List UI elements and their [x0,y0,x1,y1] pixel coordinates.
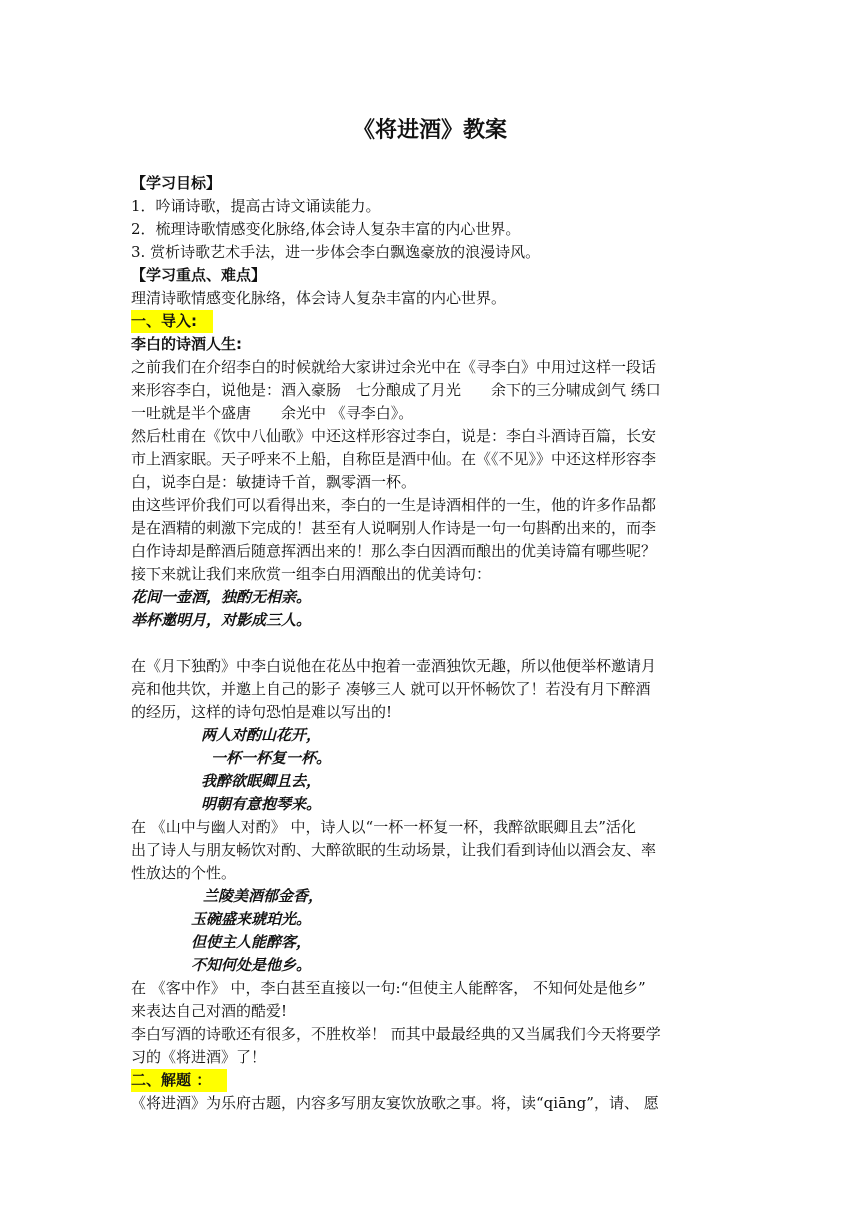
section2-text: 《将进酒》为乐府古题，内容多写朋友宴饮放歌之事。将，读“qiāng”，请、 愿 [131,1094,659,1112]
objective-item: 3. 赏析诗歌艺术手法，进一步体会李白飘逸豪放的浪漫诗风。 [131,243,541,261]
poem-line: 兰陵美酒郁金香， [203,887,324,905]
section1-subheading: 李白的诗酒人生: [131,335,242,353]
paragraph-line: 来形容李白，说他是：酒入豪肠 七分酿成了月光 余下的三分啸成剑气 绣口 [131,381,661,399]
paragraph-line: 由这些评价我们可以看得出来，李白的一生是诗酒相伴的一生，他的许多作品都 [131,496,657,514]
paragraph-line: 的经历，这样的诗句恐怕是难以写出的! [131,703,393,721]
poem-line: 一杯一杯复一杯。 [211,749,332,767]
paragraph-line: 之前我们在介绍李白的时候就给大家讲过余光中在《寻李白》中用过这样一段话 [131,358,657,376]
paragraph-line: 在《月下独酌》中李白说他在花丛中抱着一壶酒独饮无趣，所以他便举杯邀请月 [131,657,657,675]
section1-heading: 一、导入: [131,310,213,333]
paragraph-line: 接下来就让我们来欣赏一组李白用酒酿出的优美诗句： [131,565,492,583]
paragraph-line: 一吐就是半个盛唐 余光中 《寻李白》。 [131,404,414,422]
paragraph-line: 在 《山中与幽人对酌》 中，诗人以“一杯一杯复一杯，我醉欲眠卿且去”活化 [131,818,636,836]
poem-line: 但使主人能醉客， [191,933,312,951]
document-body [131,172,737,1115]
key-points-text: 理清诗歌情感变化脉络，体会诗人复杂丰富的内心世界。 [131,289,507,307]
paragraph-line: 市上酒家眠。天子呼来不上船，自称臣是酒中仙。在《《不见》》中还这样形容李 [131,450,657,468]
poem-line: 我醉欲眠卿且去， [201,772,322,790]
paragraph-line: 然后杜甫在《饮中八仙歌》中还这样形容过李白，说是：李白斗酒诗百篇，长安 [131,427,657,445]
poem-line: 举杯邀明月，对影成三人。 [131,611,312,629]
paragraph-line: 习的《将进酒》了！ [131,1048,267,1066]
paragraph-line: 出了诗人与朋友畅饮对酌、大醉欲眠的生动场景，让我们看到诗仙以酒会友、率 [131,841,657,859]
objective-item: 1．吟诵诗歌，提高古诗文诵读能力。 [131,197,381,215]
poem-line: 花间一壶酒，独酌无相亲。 [131,588,312,606]
paragraph-line: 李白写酒的诗歌还有很多，不胜枚举！ 而其中最最经典的又当属我们今天将要学 [131,1025,661,1043]
poem-line: 两人对酌山花开， [201,726,322,744]
paragraph-line: 在 《客中作》 中，李白甚至直接以一句:“但使主人能醉客， 不知何处是他乡” [131,979,646,997]
page-title: 《将进酒》教案 [352,118,507,143]
paragraph-line: 白，说李白是：敏捷诗千首，飘零酒一杯。 [131,473,417,491]
poem-line: 玉碗盛来琥珀光。 [191,910,312,928]
poem-line: 不知何处是他乡。 [191,956,312,974]
objectives-heading: 【学习目标】 [131,174,222,192]
paragraph-line: 白作诗却是醉酒后随意挥洒出来的！那么李白因酒而酿出的优美诗篇有哪些呢？ [131,542,657,560]
key-points-heading: 【学习重点、难点】 [131,266,267,284]
paragraph-line: 是在酒精的刺激下完成的！甚至有人说啊别人作诗是一句一句斟酌出来的，而李 [131,519,657,537]
section2-heading: 二、解题 ： [131,1069,227,1092]
paragraph-line: 来表达自己对酒的酷爱! [131,1002,288,1020]
objective-item: 2．梳理诗歌情感变化脉络,体会诗人复杂丰富的内心世界。 [131,220,521,238]
paragraph-line: 亮和他共饮，并邀上自己的影子 凑够三人 就可以开怀畅饮了！若没有月下醉酒 [131,680,651,698]
paragraph-line: 性放达的个性。 [131,864,237,882]
poem-line: 明朝有意抱琴来。 [201,795,322,813]
